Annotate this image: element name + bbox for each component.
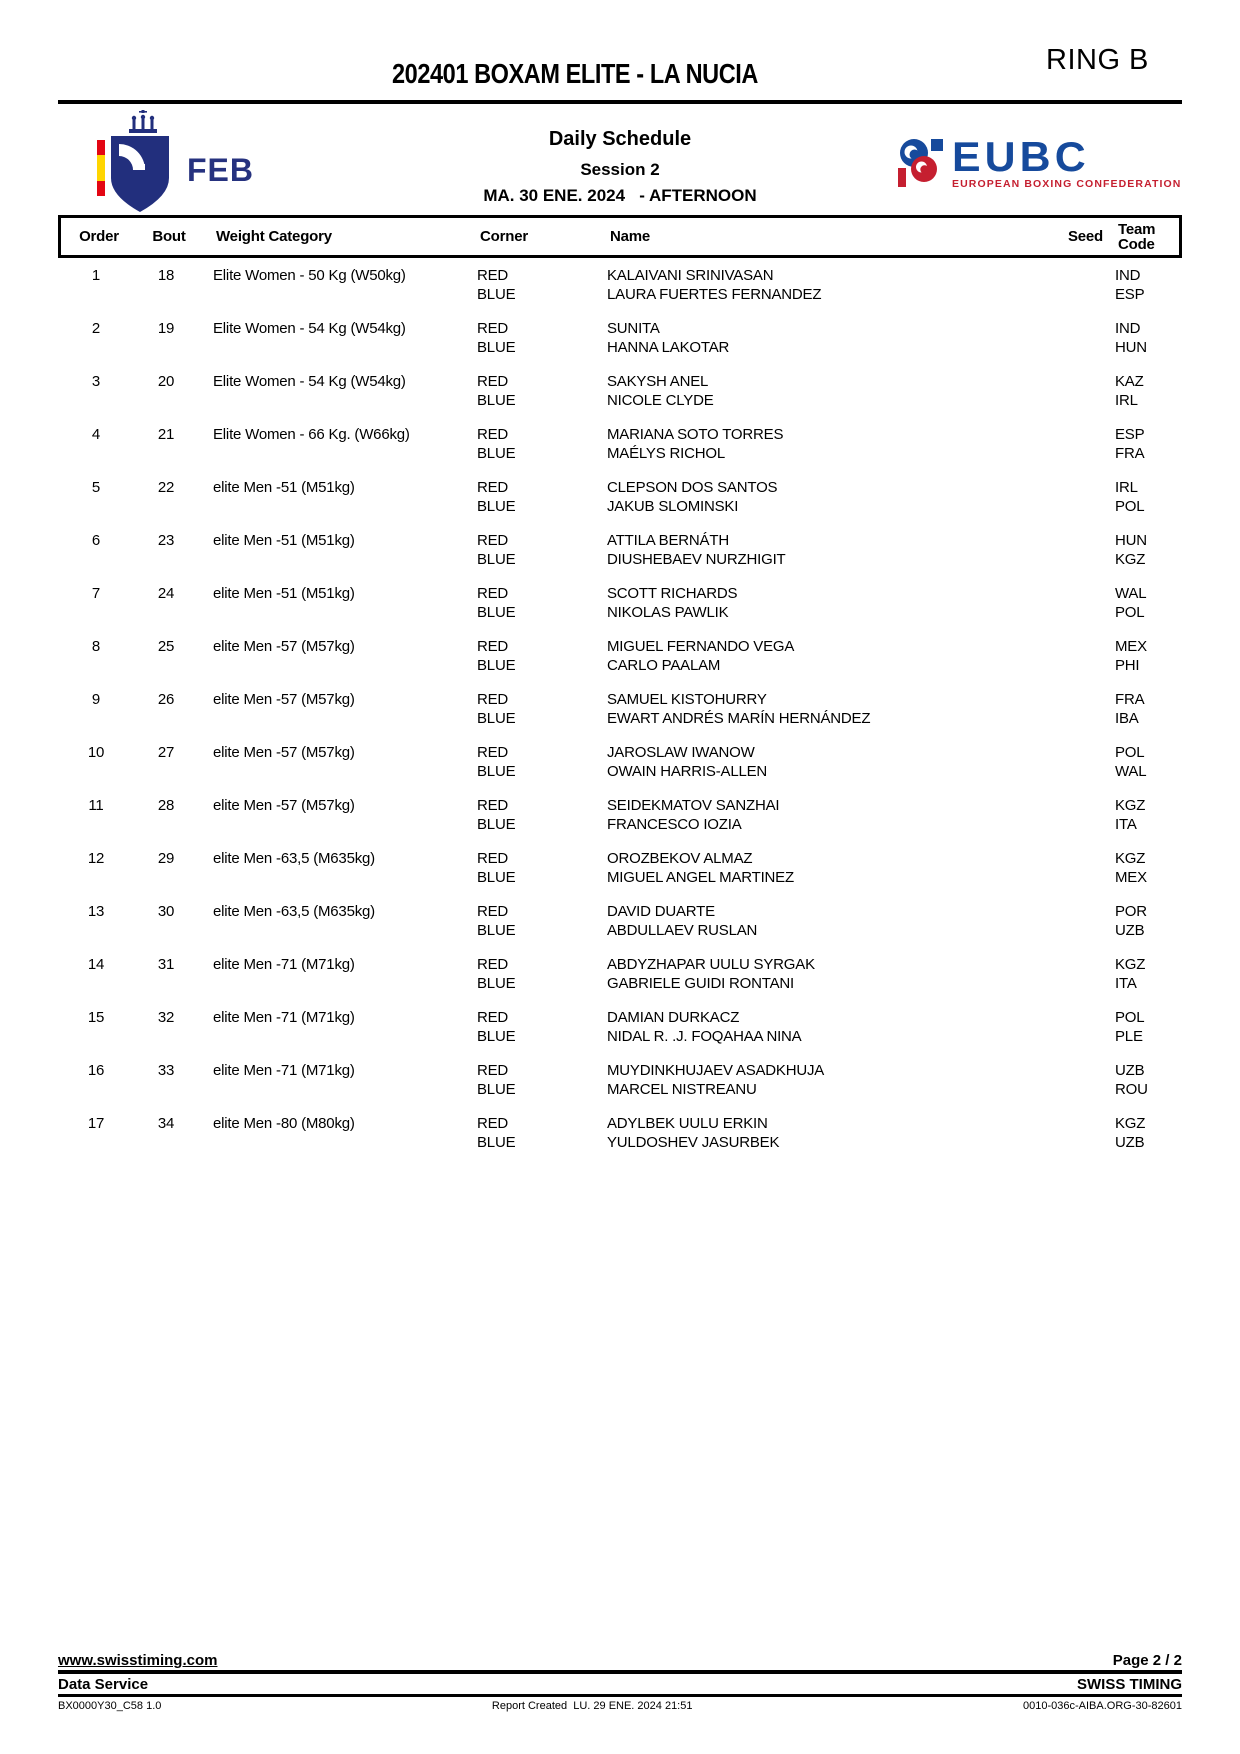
weight-category-cell: elite Men -63,5 (M635kg) — [213, 903, 375, 920]
boxer-name-blue: DIUSHEBAEV NURZHIGIT — [607, 551, 786, 568]
col-header-weight: Weight Category — [216, 228, 332, 245]
boxer-name-red: CLEPSON DOS SANTOS — [607, 479, 778, 496]
data-service-label: Data Service — [58, 1676, 149, 1693]
corner-cell-red: RED — [477, 797, 509, 814]
seed-cell — [1060, 974, 1100, 993]
bout-number-cell: 28 — [157, 797, 175, 814]
seed-cell — [1060, 921, 1100, 940]
red-corner-line — [58, 902, 1182, 921]
boxer-name-red: JAROSLAW IWANOW — [607, 744, 755, 761]
schedule-table — [58, 215, 1182, 1167]
table-row — [58, 849, 1182, 887]
red-corner-line — [58, 743, 1182, 762]
boxer-name-red: SAMUEL KISTOHURRY — [607, 691, 767, 708]
seed-cell — [1060, 584, 1100, 603]
order-cell: 15 — [87, 1009, 105, 1026]
corner-cell-blue: BLUE — [477, 1028, 516, 1045]
bout-number-cell: 27 — [157, 744, 175, 761]
boxer-name-blue: EWART ANDRÉS MARÍN HERNÁNDEZ — [607, 710, 871, 727]
order-cell: 10 — [87, 744, 105, 761]
boxer-name-blue: FRANCESCO IOZIA — [607, 816, 742, 833]
order-cell: 5 — [91, 479, 101, 496]
boxer-name-blue: CARLO PAALAM — [607, 657, 721, 674]
corner-cell-red: RED — [477, 426, 509, 443]
order-cell: 12 — [87, 850, 105, 867]
seed-cell — [1060, 478, 1100, 497]
seed-cell — [1060, 1061, 1100, 1080]
document-code: BX0000Y30_C58 1.0 — [58, 1700, 162, 1712]
bout-number-cell: 18 — [157, 267, 175, 284]
corner-cell-blue: BLUE — [477, 1134, 516, 1151]
red-corner-line — [58, 1061, 1182, 1080]
boxer-name-red: ABDYZHAPAR UULU SYRGAK — [607, 956, 815, 973]
weight-category-cell: Elite Women - 54 Kg (W54kg) — [213, 320, 406, 337]
red-corner-line — [58, 531, 1182, 550]
team-code-red: ESP — [1115, 426, 1145, 443]
col-header-bout: Bout — [152, 228, 186, 245]
team-code-blue: UZB — [1115, 1134, 1145, 1151]
swiss-timing-brand: SWISS TIMING — [1077, 1676, 1182, 1693]
bout-number-cell: 22 — [157, 479, 175, 496]
corner-cell-red: RED — [477, 1115, 509, 1132]
bout-number-cell: 21 — [157, 426, 175, 443]
team-code-red: UZB — [1115, 1062, 1145, 1079]
seed-cell — [1060, 955, 1100, 974]
boxer-name-blue: OWAIN HARRIS-ALLEN — [607, 763, 768, 780]
corner-cell-red: RED — [477, 903, 509, 920]
table-row — [58, 1008, 1182, 1046]
team-code-blue: ITA — [1115, 816, 1137, 833]
team-code-blue: PLE — [1115, 1028, 1143, 1045]
corner-cell-blue: BLUE — [477, 657, 516, 674]
corner-cell-blue: BLUE — [477, 445, 516, 462]
team-code-blue: POL — [1115, 498, 1145, 515]
seed-cell — [1060, 266, 1100, 285]
red-corner-line — [58, 478, 1182, 497]
team-code-blue: POL — [1115, 604, 1145, 621]
table-row — [58, 372, 1182, 410]
blue-corner-line — [58, 603, 1182, 622]
seed-cell — [1060, 531, 1100, 550]
red-corner-line — [58, 372, 1182, 391]
corner-cell-blue: BLUE — [477, 816, 516, 833]
team-code-red: POR — [1115, 903, 1147, 920]
table-row — [58, 319, 1182, 357]
team-code-blue: IRL — [1115, 392, 1138, 409]
table-body — [58, 266, 1182, 1152]
seed-cell — [1060, 1027, 1100, 1046]
team-code-blue: PHI — [1115, 657, 1140, 674]
seed-cell — [1060, 603, 1100, 622]
col-header-corner: Corner — [480, 228, 528, 245]
corner-cell-blue: BLUE — [477, 498, 516, 515]
order-cell: 1 — [91, 267, 101, 284]
red-corner-line — [58, 796, 1182, 815]
order-cell: 11 — [88, 797, 104, 814]
blue-corner-line — [58, 550, 1182, 569]
corner-cell-red: RED — [477, 956, 509, 973]
boxer-name-blue: ABDULLAEV RUSLAN — [607, 922, 758, 939]
boxer-name-blue: GABRIELE GUIDI RONTANI — [607, 975, 795, 992]
report-reference: 0010-036c-AIBA.ORG-30-82601 — [1023, 1700, 1182, 1712]
bout-number-cell: 20 — [157, 373, 175, 390]
boxer-name-blue: MIGUEL ANGEL MARTINEZ — [607, 869, 794, 886]
page-title: 202401 BOXAM ELITE - LA NUCIA — [392, 58, 758, 89]
seed-cell — [1060, 285, 1100, 304]
corner-cell-red: RED — [477, 1009, 509, 1026]
boxer-name-red: MIGUEL FERNANDO VEGA — [607, 638, 795, 655]
bout-number-cell: 30 — [157, 903, 175, 920]
col-header-team: Team Code — [1118, 220, 1156, 253]
team-code-red: FRA — [1115, 691, 1145, 708]
corner-cell-red: RED — [477, 1062, 509, 1079]
red-corner-line — [58, 584, 1182, 603]
bout-number-cell: 25 — [157, 638, 175, 655]
seed-cell — [1060, 690, 1100, 709]
boxer-name-red: ADYLBEK UULU ERKIN — [607, 1115, 768, 1132]
team-code-red: MEX — [1115, 638, 1147, 655]
ring-label: RING B — [1046, 44, 1149, 76]
seed-cell — [1060, 849, 1100, 868]
seed-cell — [1060, 1114, 1100, 1133]
table-row — [58, 902, 1182, 940]
blue-corner-line — [58, 974, 1182, 993]
boxer-name-red: ATTILA BERNÁTH — [607, 532, 729, 549]
corner-cell-red: RED — [477, 585, 509, 602]
boxer-name-red: DAMIAN DURKACZ — [607, 1009, 740, 1026]
red-corner-line — [58, 266, 1182, 285]
corner-cell-red: RED — [477, 691, 509, 708]
bout-number-cell: 29 — [157, 850, 175, 867]
bout-number-cell: 26 — [157, 691, 175, 708]
corner-cell-blue: BLUE — [477, 286, 516, 303]
blue-corner-line — [58, 338, 1182, 357]
boxer-name-blue: LAURA FUERTES FERNANDEZ — [607, 286, 822, 303]
boxer-name-blue: HANNA LAKOTAR — [607, 339, 730, 356]
team-code-blue: ESP — [1115, 286, 1145, 303]
bout-number-cell: 23 — [157, 532, 175, 549]
bout-number-cell: 24 — [157, 585, 175, 602]
corner-cell-blue: BLUE — [477, 339, 516, 356]
date-line: MA. 30 ENE. 2024 - AFTERNOON — [483, 186, 757, 205]
team-code-red: KGZ — [1115, 797, 1146, 814]
seed-cell — [1060, 637, 1100, 656]
footer-row-meta — [58, 1700, 1182, 1712]
table-row — [58, 796, 1182, 834]
boxer-name-red: SCOTT RICHARDS — [607, 585, 738, 602]
footer-row-website — [58, 1652, 1182, 1674]
team-code-blue: IBA — [1115, 710, 1139, 727]
weight-category-cell: elite Men -57 (M57kg) — [213, 797, 355, 814]
col-header-name: Name — [610, 228, 651, 245]
boxer-name-red: MUYDINKHUJAEV ASADKHUJA — [607, 1062, 825, 1079]
blue-corner-line — [58, 1027, 1182, 1046]
table-row — [58, 584, 1182, 622]
order-cell: 6 — [91, 532, 101, 549]
red-corner-line — [58, 955, 1182, 974]
red-corner-line — [58, 425, 1182, 444]
boxer-name-blue: NIDAL R. .J. FOQAHAA NINA — [607, 1028, 802, 1045]
team-code-red: IND — [1115, 320, 1141, 337]
blue-corner-line — [58, 656, 1182, 675]
order-cell: 9 — [91, 691, 101, 708]
corner-cell-blue: BLUE — [477, 763, 516, 780]
corner-cell-red: RED — [477, 267, 509, 284]
boxer-name-red: MARIANA SOTO TORRES — [607, 426, 784, 443]
boxer-name-blue: MAÉLYS RICHOL — [607, 445, 725, 462]
team-code-red: POL — [1115, 744, 1145, 761]
corner-cell-red: RED — [477, 850, 509, 867]
col-header-seed: Seed — [1067, 228, 1103, 245]
order-cell: 8 — [91, 638, 101, 655]
corner-cell-blue: BLUE — [477, 922, 516, 939]
page-number: Page 2 / 2 — [1112, 1652, 1182, 1669]
order-cell: 13 — [87, 903, 105, 920]
seed-cell — [1060, 868, 1100, 887]
weight-category-cell: elite Men -57 (M57kg) — [213, 744, 355, 761]
team-code-red: KAZ — [1115, 373, 1144, 390]
team-code-red: IRL — [1115, 479, 1138, 496]
bout-number-cell: 19 — [157, 320, 175, 337]
seed-cell — [1060, 656, 1100, 675]
corner-cell-red: RED — [477, 373, 509, 390]
corner-cell-blue: BLUE — [477, 604, 516, 621]
blue-corner-line — [58, 497, 1182, 516]
table-row — [58, 425, 1182, 463]
seed-cell — [1060, 1080, 1100, 1099]
weight-category-cell: elite Men -57 (M57kg) — [213, 691, 355, 708]
corner-cell-blue: BLUE — [477, 551, 516, 568]
boxer-name-red: OROZBEKOV ALMAZ — [607, 850, 753, 867]
order-cell: 2 — [91, 320, 101, 337]
weight-category-cell: elite Men -51 (M51kg) — [213, 479, 355, 496]
blue-corner-line — [58, 444, 1182, 463]
boxer-name-red: KALAIVANI SRINIVASAN — [607, 267, 774, 284]
boxer-name-blue: NIKOLAS PAWLIK — [607, 604, 729, 621]
seed-cell — [1060, 550, 1100, 569]
team-code-blue: MEX — [1115, 869, 1147, 886]
boxer-name-red: SUNITA — [607, 320, 660, 337]
eubc-logo — [896, 133, 1188, 190]
bout-number-cell: 34 — [157, 1115, 175, 1132]
table-row — [58, 955, 1182, 993]
seed-cell — [1060, 743, 1100, 762]
red-corner-line — [58, 1008, 1182, 1027]
seed-cell — [1060, 425, 1100, 444]
blue-corner-line — [58, 391, 1182, 410]
seed-cell — [1060, 1008, 1100, 1027]
team-code-blue: KGZ — [1115, 551, 1146, 568]
weight-category-cell: elite Men -71 (M71kg) — [213, 1062, 355, 1079]
eubc-logo-text: EUBC — [952, 133, 1090, 180]
eubc-tagline: EUROPEAN BOXING CONFEDERATION — [952, 178, 1182, 190]
page-footer — [58, 1652, 1182, 1712]
swisstiming-website-link: www.swisstiming.com — [58, 1652, 218, 1669]
bout-number-cell: 32 — [157, 1009, 175, 1026]
weight-category-cell: Elite Women - 66 Kg. (W66kg) — [213, 426, 410, 443]
team-code-red: WAL — [1115, 585, 1147, 602]
team-code-blue: HUN — [1115, 339, 1147, 356]
table-row — [58, 1061, 1182, 1099]
corner-cell-blue: BLUE — [477, 975, 516, 992]
team-code-blue: UZB — [1115, 922, 1145, 939]
seed-cell — [1060, 1133, 1100, 1152]
footer-row-service — [58, 1676, 1182, 1697]
seed-cell — [1060, 338, 1100, 357]
team-code-red: IND — [1115, 267, 1141, 284]
weight-category-cell: elite Men -80 (M80kg) — [213, 1115, 355, 1132]
order-cell: 7 — [91, 585, 101, 602]
blue-corner-line — [58, 1133, 1182, 1152]
boxer-name-blue: MARCEL NISTREANU — [607, 1081, 757, 1098]
table-row — [58, 690, 1182, 728]
seed-cell — [1060, 815, 1100, 834]
boxer-name-blue: YULDOSHEV JASURBEK — [607, 1134, 780, 1151]
weight-category-cell: elite Men -57 (M57kg) — [213, 638, 355, 655]
team-code-blue: FRA — [1115, 445, 1145, 462]
corner-cell-blue: BLUE — [477, 710, 516, 727]
team-code-blue: WAL — [1115, 763, 1147, 780]
table-row — [58, 266, 1182, 304]
table-row — [58, 637, 1182, 675]
team-code-blue: ITA — [1115, 975, 1137, 992]
blue-corner-line — [58, 1080, 1182, 1099]
weight-category-cell: elite Men -63,5 (M635kg) — [213, 850, 375, 867]
blue-corner-line — [58, 815, 1182, 834]
order-cell: 16 — [87, 1062, 105, 1079]
bout-number-cell: 33 — [157, 1062, 175, 1079]
col-header-order: Order — [79, 228, 119, 245]
table-row — [58, 1114, 1182, 1152]
blue-corner-line — [58, 285, 1182, 304]
team-code-red: POL — [1115, 1009, 1145, 1026]
weight-category-cell: elite Men -71 (M71kg) — [213, 956, 355, 973]
seed-cell — [1060, 391, 1100, 410]
seed-cell — [1060, 497, 1100, 516]
order-cell: 17 — [87, 1115, 105, 1132]
seed-cell — [1060, 796, 1100, 815]
boxer-name-red: SEIDEKMATOV SANZHAI — [607, 797, 780, 814]
seed-cell — [1060, 709, 1100, 728]
table-header-row — [58, 215, 1182, 258]
feb-logo-text: FEB — [187, 152, 254, 188]
corner-cell-blue: BLUE — [477, 1081, 516, 1098]
corner-cell-blue: BLUE — [477, 869, 516, 886]
team-code-red: HUN — [1115, 532, 1147, 549]
blue-corner-line — [58, 762, 1182, 781]
weight-category-cell: elite Men -51 (M51kg) — [213, 532, 355, 549]
corner-cell-red: RED — [477, 479, 509, 496]
order-cell: 3 — [91, 373, 101, 390]
weight-category-cell: Elite Women - 50 Kg (W50kg) — [213, 267, 406, 284]
boxer-name-red: SAKYSH ANEL — [607, 373, 709, 390]
seed-cell — [1060, 319, 1100, 338]
corner-cell-red: RED — [477, 638, 509, 655]
team-code-red: KGZ — [1115, 850, 1146, 867]
report-created-timestamp: Report Created LU. 29 ENE. 2024 21:51 — [491, 1700, 693, 1712]
team-code-blue: ROU — [1115, 1081, 1148, 1098]
order-cell: 14 — [87, 956, 105, 973]
corner-cell-red: RED — [477, 744, 509, 761]
title-divider — [58, 100, 1182, 104]
order-cell: 4 — [91, 426, 101, 443]
seed-cell — [1060, 372, 1100, 391]
weight-category-cell: Elite Women - 54 Kg (W54kg) — [213, 373, 406, 390]
seed-cell — [1060, 444, 1100, 463]
corner-cell-blue: BLUE — [477, 392, 516, 409]
red-corner-line — [58, 319, 1182, 338]
blue-corner-line — [58, 709, 1182, 728]
session-label: Session 2 — [580, 160, 660, 179]
red-corner-line — [58, 637, 1182, 656]
boxing-gloves-icon — [896, 138, 946, 188]
weight-category-cell: elite Men -71 (M71kg) — [213, 1009, 355, 1026]
corner-cell-red: RED — [477, 320, 509, 337]
corner-cell-red: RED — [477, 532, 509, 549]
table-row — [58, 743, 1182, 781]
boxer-name-blue: JAKUB SLOMINSKI — [607, 498, 739, 515]
blue-corner-line — [58, 921, 1182, 940]
blue-corner-line — [58, 868, 1182, 887]
red-corner-line — [58, 1114, 1182, 1133]
seed-cell — [1060, 902, 1100, 921]
red-corner-line — [58, 849, 1182, 868]
seed-cell — [1060, 762, 1100, 781]
bout-number-cell: 31 — [157, 956, 175, 973]
team-code-red: KGZ — [1115, 1115, 1146, 1132]
team-code-red: KGZ — [1115, 956, 1146, 973]
table-row — [58, 478, 1182, 516]
boxer-name-red: DAVID DUARTE — [607, 903, 715, 920]
boxer-name-blue: NICOLE CLYDE — [607, 392, 714, 409]
schedule-title: Daily Schedule — [548, 128, 692, 150]
weight-category-cell: elite Men -51 (M51kg) — [213, 585, 355, 602]
table-row — [58, 531, 1182, 569]
red-corner-line — [58, 690, 1182, 709]
